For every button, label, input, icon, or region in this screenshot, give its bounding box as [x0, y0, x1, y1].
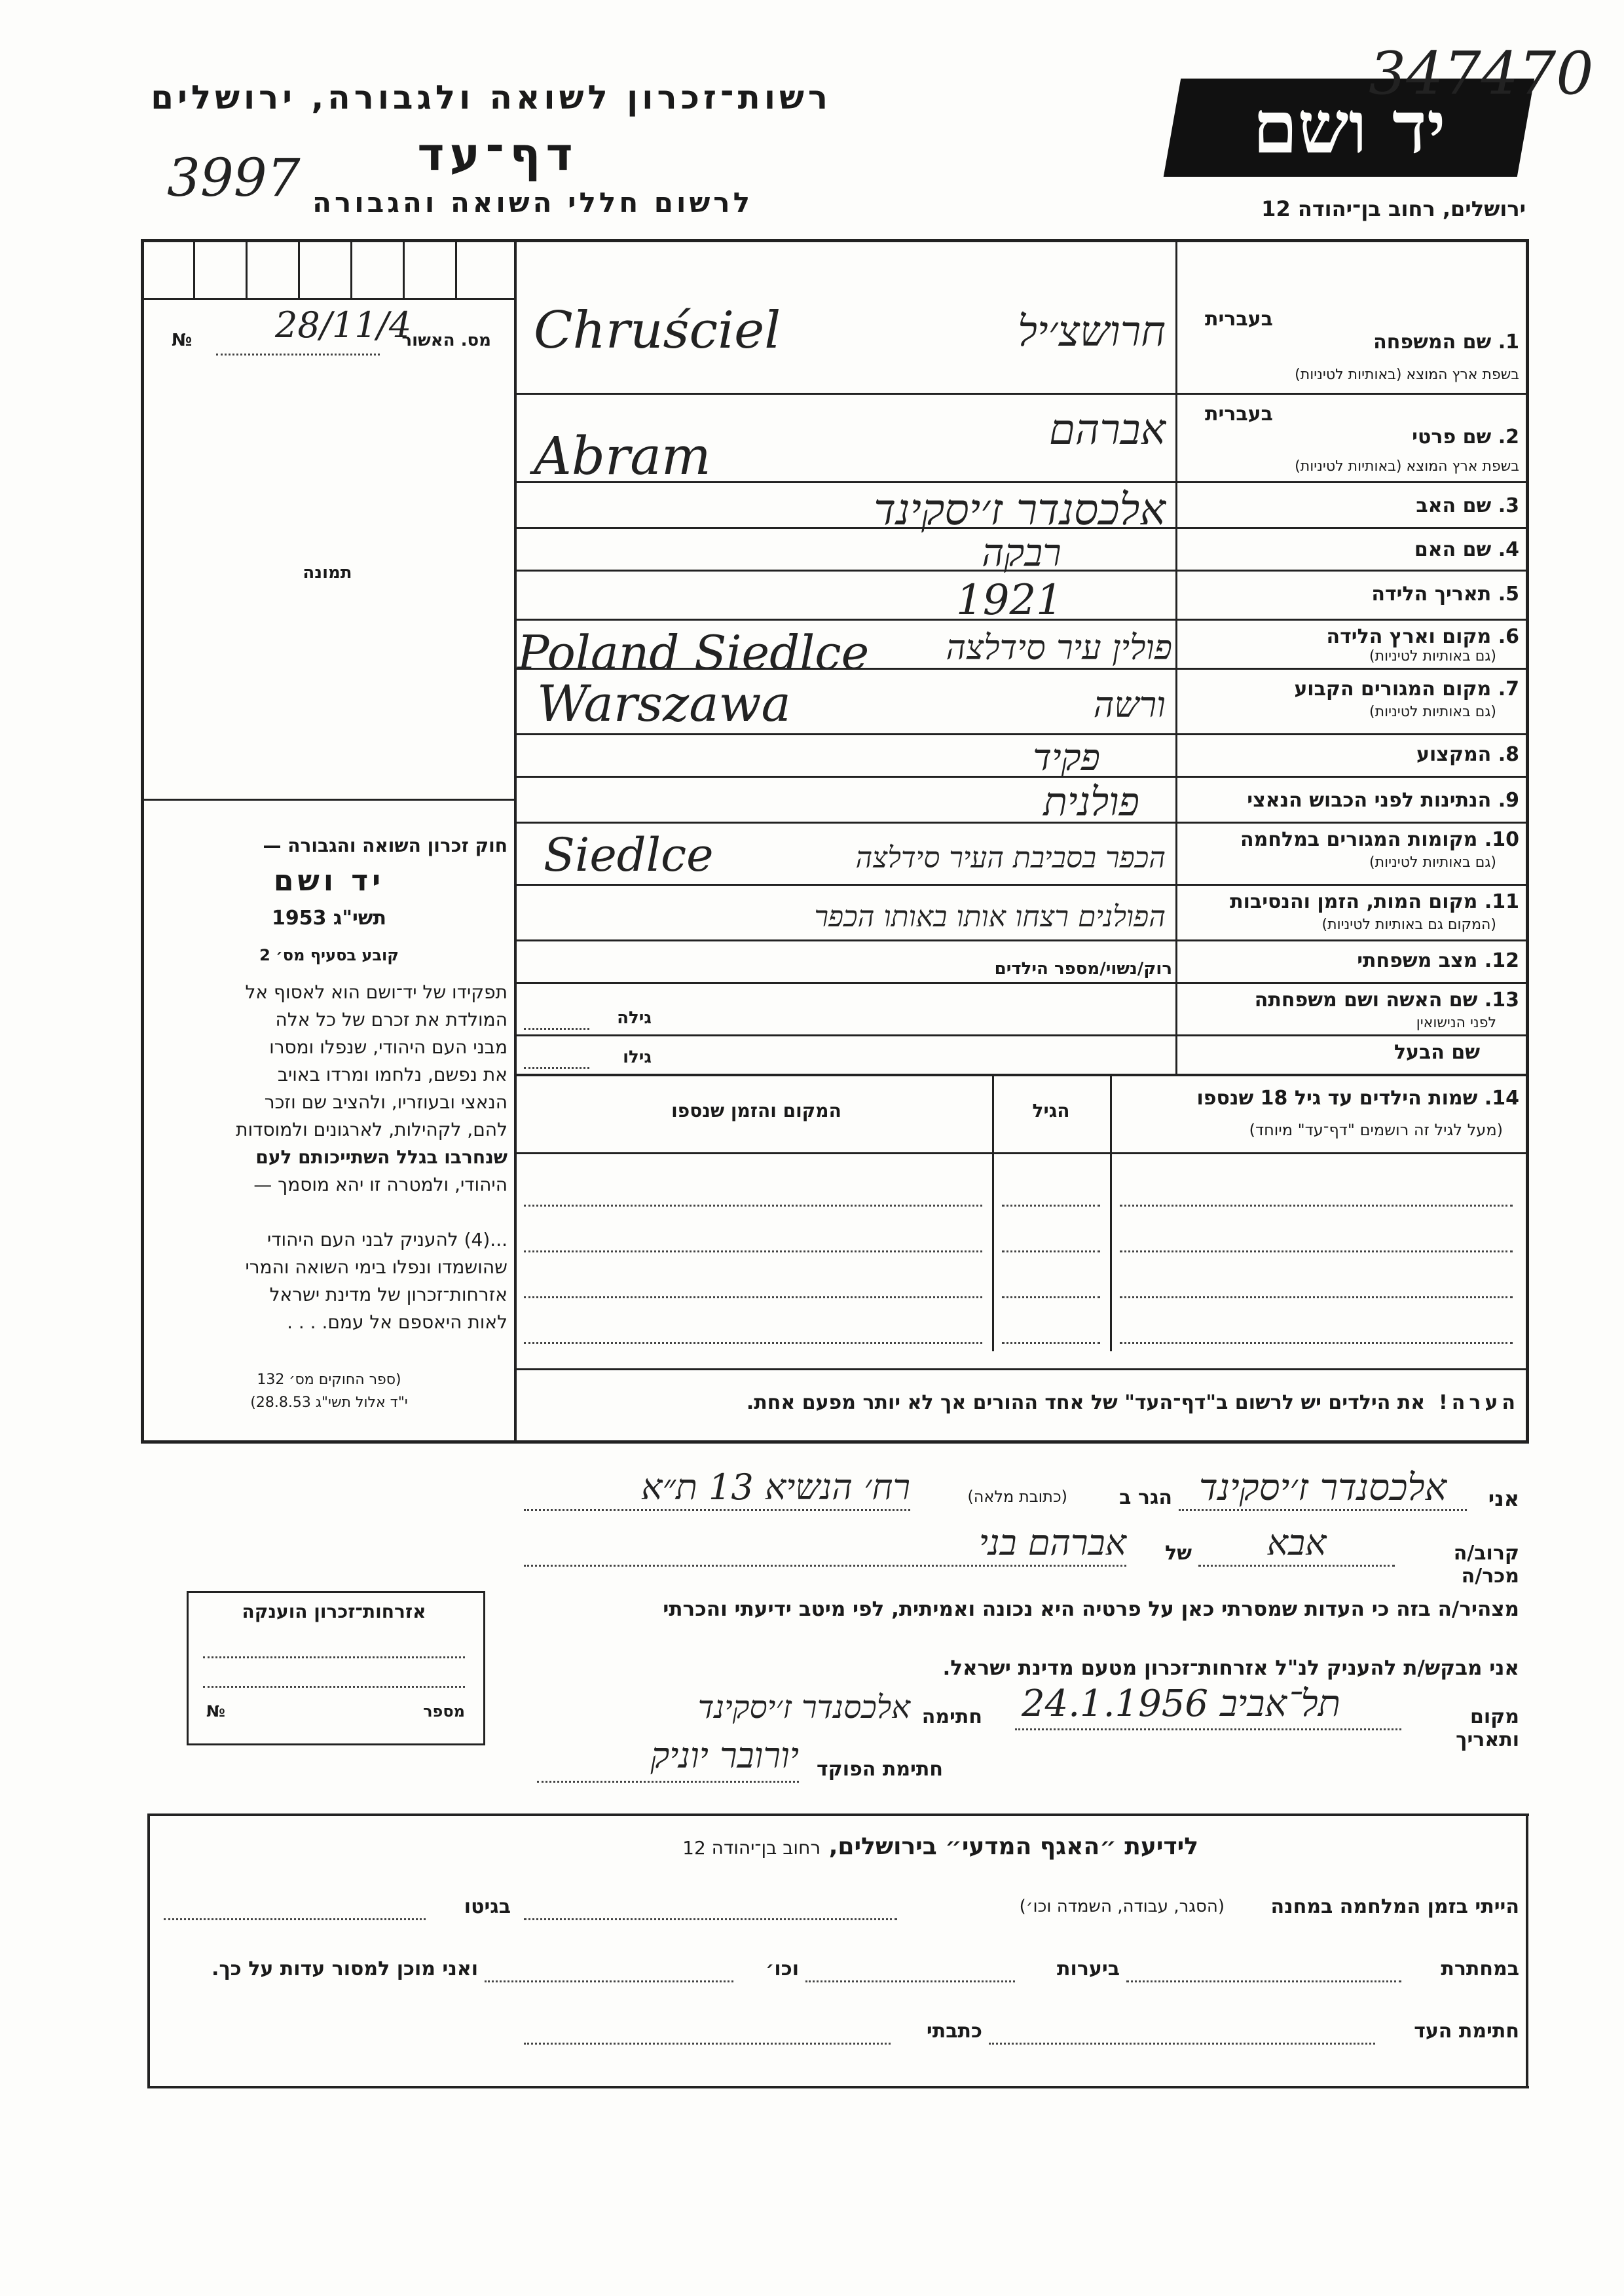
archive-number: 347470 [1369, 39, 1594, 108]
field-12-options: רוק/נשוי/מספר הילדים [994, 959, 1172, 979]
field-5-label: 5. תאריך הלידה [1371, 583, 1519, 606]
field-9-label: 9. הנתינות לפני הכבוש הנאצי [1247, 789, 1519, 812]
law-source: (ספר החוקים מס׳ 132 [257, 1372, 401, 1388]
bottom-line2-etc: וכו׳ [766, 1958, 799, 1980]
bottom-line1-hint: (הסגר, עבודה, השמדה וכו׳) [1019, 1897, 1225, 1916]
field-8-label: 8. המקצוע [1416, 743, 1519, 766]
surname-hebrew: חרושצ׳יל [1017, 308, 1166, 356]
field-3-label: 3. שם האב [1416, 494, 1519, 517]
official-signature: יורובר יוניק [650, 1735, 799, 1776]
field-4-label: 4. שם האם [1414, 538, 1519, 561]
header-address: ירושלים, רחוב בן־יהודה 12 [1261, 196, 1526, 221]
given-name-latin: Abram [534, 426, 711, 486]
field-13-label: 13. שם האשה ושם משפחתה [1254, 989, 1519, 1011]
photo-label: תמונה [303, 563, 352, 583]
wife-age-label: גילה [617, 1008, 652, 1028]
law-date: י"ד אלול תשי"ג 28.8.53) [250, 1394, 408, 1411]
record-number-value: 28/11/4 [275, 304, 412, 346]
declaration-request: אני מבקש/ת להעניק לנ"ל אזרחות־זכרון מטעם מדינת ישראל. [942, 1656, 1519, 1680]
declarant-address: רח׳ הנשיא 13 ת״א [640, 1467, 910, 1508]
death-place: הפולנים רצחו אותו באותו הכפר [814, 900, 1166, 934]
nationality: פולנית [1043, 779, 1139, 825]
yad-vashem-logo: יד ושם [1164, 79, 1534, 177]
place-date-value: תל־אביב 24.1.1956 [1022, 1683, 1340, 1725]
field-10-label: 10. מקומות המגורים במלחמה [1240, 828, 1519, 851]
relation-value: אבא [1266, 1522, 1327, 1563]
bottom-line2-underground: במחתרת [1441, 1958, 1519, 1980]
record-number-symbol: № [172, 331, 193, 350]
field-12-label: 12. מצב משפחתי [1357, 949, 1519, 972]
birthplace-latin: Poland Siedlce [517, 625, 870, 680]
declaration-statement: מצהיר/ה בזה כי העדות שמסרתי כאן על פרטיה היא נכונה ואמיתית, לפי מיטב ידיעתי והכרתי [663, 1597, 1519, 1621]
field-6-label: 6. מקום וארץ הלידה [1326, 625, 1519, 648]
wartime-residence-hebrew: הכפר בסביבת העיר סידלצה [855, 841, 1166, 875]
address-hint: (כתובת מלאה) [967, 1487, 1067, 1506]
declarant-signature: אלכסנדר ז׳יסקינד [697, 1689, 910, 1726]
field-10-sub: (גם באותיות לטיניות) [1369, 854, 1496, 871]
birth-date: 1921 [956, 576, 1063, 625]
field-1-label: 1. שם המשפחה [1373, 331, 1519, 354]
relative-label: קרוב/ה מכר/ה [1453, 1542, 1519, 1588]
resides-label: הגר ב [1119, 1486, 1172, 1509]
official-signature-label: חתימת הפוקד [817, 1758, 943, 1781]
authority-header: רשות־זכרון לשואה ולגבורה, ירושלים [151, 79, 832, 117]
bottom-title: לידיעת ״האגף המדעי״ בירושלים, רחוב בן־יהודה 12 [682, 1833, 1198, 1860]
field-2-label: 2. שם פרטי [1412, 426, 1519, 448]
law-name: יד ושם [273, 864, 385, 898]
field-7-sub: (גם באותיות לטיניות) [1369, 704, 1496, 720]
children-title: 14. שמות הילדים עד גיל 18 שנספו [1196, 1087, 1519, 1110]
husband-label: שם הבעל [1393, 1041, 1480, 1064]
bottom-line2-forests: ביערות [1057, 1958, 1120, 1980]
bottom-line2-willing: ואני מוכן למסור עדות על כך. [212, 1958, 478, 1980]
residence-latin: Warszawa [537, 674, 791, 733]
field-1-sub: בשפת ארץ המוצא (באותיות לטיניות) [1295, 367, 1519, 383]
mother-name: רבקה [982, 530, 1061, 575]
surname-latin: Chruściel [534, 301, 781, 360]
occupation: פקיד [1033, 737, 1100, 779]
field-11-label: 11. מקום המות, הזמן והנסיבות [1230, 890, 1519, 913]
field-2-tag: בעברית [1205, 403, 1273, 426]
sheet-title: דף־עד [417, 128, 578, 181]
sheet-number: 3997 [167, 147, 301, 208]
record-number-label: מס. האשור [401, 331, 491, 350]
children-col-age: הגיל [1032, 1100, 1070, 1121]
citizenship-number-symbol: № [206, 1702, 225, 1721]
citizenship-number-label: מספר [423, 1702, 465, 1721]
of-label: של [1165, 1542, 1192, 1565]
bottom-line1-camp: הייתי בזמן המלחמה במחנה [1270, 1895, 1519, 1918]
birthplace-hebrew: פולין עיר סידלצה [946, 629, 1172, 668]
field-6-sub: (גם באותיות לטיניות) [1369, 648, 1496, 665]
sheet-subtitle: לרשום חללי השואה והגבורה [312, 187, 753, 219]
bottom-line3-address: כתבתי [926, 2020, 982, 2043]
law-year: תשי"ג 1953 [271, 907, 387, 930]
bottom-line3-witness-signature: חתימת העד [1414, 2020, 1519, 2043]
wartime-residence-latin: Siedlce [544, 828, 714, 882]
children-col-place: המקום והזמן שנספו [671, 1100, 841, 1121]
bottom-line1-ghetto: בגיטו [464, 1895, 511, 1918]
citizenship-box-title: אזרחות־זכרון הוענקה [242, 1601, 426, 1622]
father-name: אלכסנדר ז׳יסקינד [874, 484, 1166, 535]
field-7-label: 7. מקום המגורים הקבוע [1294, 678, 1519, 701]
residence-hebrew: ורשה [1093, 684, 1166, 725]
field-11-sub: (המקום גם באותיות לטיניות) [1321, 917, 1496, 933]
declaration-i-label: אני [1488, 1486, 1519, 1511]
law-text: תפקידו של יד־ושם הוא לאסוף אל המולדת את זכרם של כל אלה מבני העם היהודי, שנפלו ומסרו את נפשם, נלחמו ומרדו באויב הנאצי ובעוזריו, ולהציב שם וזכר להם, לקהילות, לארגונים ולמוסדות שנחרבו בגלל השתייכותם לעם היהודי, ולמטרה זו יהא מוסמך — ...(4) להעניק לבני העם היהודי שהושמדו ונפלו בימי השואה והמרי אזרחות־זכרון של מדינת ישראל לאות היאספם אל עמם. . . . [236, 981, 507, 1333]
children-sub: (מעל לגיל זה רושמים "דף־עד" מיוחד) [1249, 1121, 1503, 1139]
children-note: הערה! את הילדים יש לרשום ב"דף־העד" של אחד ההורים אך לא יותר מפעם אחת. [746, 1391, 1519, 1414]
given-name-hebrew: אברהם [1048, 406, 1166, 454]
field-2-sub: בשפת ארץ המוצא (באותיות לטיניות) [1295, 458, 1519, 475]
husband-age-label: גילו [623, 1048, 652, 1067]
signature-label: חתימה [921, 1705, 982, 1728]
field-13-sub: לפני הנישואין [1416, 1015, 1496, 1031]
relative-of-value: אברהם בני [978, 1522, 1126, 1563]
place-date-label: מקום ותאריך [1456, 1705, 1519, 1751]
law-clause: קובע בסעיף מס׳ 2 [259, 946, 399, 964]
law-title: חוק זכרון השואה והגבורה — [263, 835, 507, 856]
declarant-name: אלכסנדר ז׳יסקינד [1198, 1467, 1447, 1509]
field-1-tag: בעברית [1205, 308, 1273, 331]
